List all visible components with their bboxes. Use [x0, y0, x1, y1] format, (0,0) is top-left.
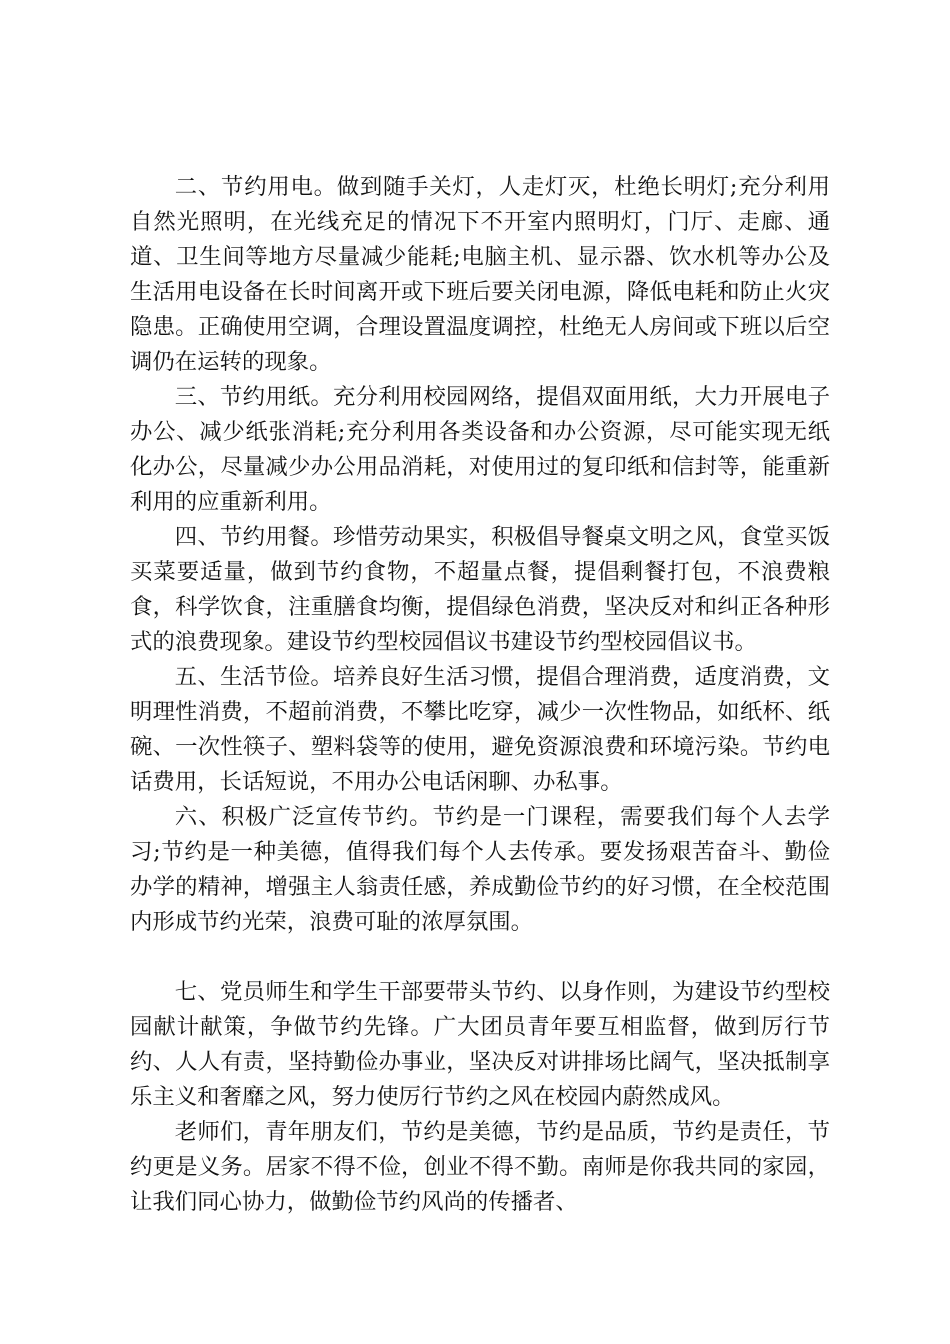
paragraph-save-paper: 三、节约用纸。充分利用校园网络，提倡双面用纸，大力开展电子办公、减少纸张消耗;充分利用各类设备和办公资源，尽可能实现无纸化办公，尽量减少办公用品消耗，对使用过的复印纸和信封等，能重新利用的应重新利用。 [130, 384, 830, 515]
document-body [130, 170, 830, 1220]
paragraph-lead-by-example: 七、党员师生和学生干部要带头节约、以身作则，为建设节约型校园献计献策，争做节约先锋。广大团员青年要互相监督，做到厉行节约、人人有责，坚持勤俭办事业，坚决反对讲排场比阔气，坚决抵制享乐主义和奢靡之风，努力使厉行节约之风在校园内蔚然成风。 [130, 979, 830, 1110]
paragraph-save-meals: 四、节约用餐。珍惜劳动果实，积极倡导餐桌文明之风，食堂买饭买菜要适量，做到节约食物，不超量点餐，提倡剩餐打包，不浪费粮食，科学饮食，注重膳食均衡，提倡绿色消费，坚决反对和纠正各种形式的浪费现象。建设节约型校园倡议书建设节约型校园倡议书。 [130, 524, 830, 655]
paragraph-promote-saving: 六、积极广泛宣传节约。节约是一门课程，需要我们每个人去学习;节约是一种美德，值得我们每个人去传承。要发扬艰苦奋斗、勤俭办学的精神，增强主人翁责任感，养成勤俭节约的好习惯，在全校范围内形成节约光荣，浪费可耻的浓厚氛围。 [130, 804, 830, 935]
paragraph-closing-appeal: 老师们，青年朋友们，节约是美德，节约是品质，节约是责任，节约更是义务。居家不得不俭，创业不得不勤。南师是你我共同的家园，让我们同心协力，做勤俭节约风尚的传播者、 [130, 1119, 830, 1215]
paragraph-save-electricity: 二、节约用电。做到随手关灯，人走灯灭，杜绝长明灯;充分利用自然光照明，在光线充足的情况下不开室内照明灯，门厅、走廊、通道、卫生间等地方尽量减少能耗;电脑主机、显示器、饮水机等办公及生活用电设备在长时间离开或下班后要关闭电源，降低电耗和防止火灾隐患。正确使用空调，合理设置温度调控，杜绝无人房间或下班以后空调仍在运转的现象。 [130, 174, 830, 375]
paragraph-spacer [130, 940, 830, 975]
paragraph-frugal-living: 五、生活节俭。培养良好生活习惯，提倡合理消费，适度消费，文明理性消费，不超前消费，不攀比吃穿，减少一次性物品，如纸杯、纸碗、一次性筷子、塑料袋等的使用，避免资源浪费和环境污染。节约电话费用，长话短说，不用办公电话闲聊、办私事。 [130, 664, 830, 795]
